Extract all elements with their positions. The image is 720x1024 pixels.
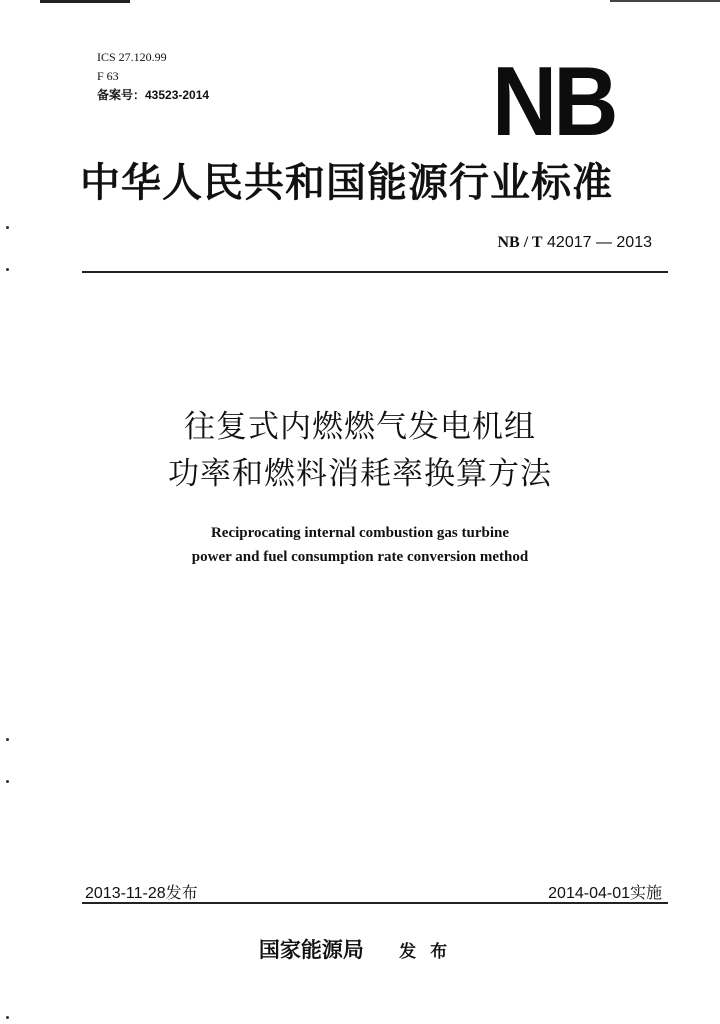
record-number: 备案号：43523-2014 <box>97 88 210 102</box>
scan-dot <box>6 780 9 783</box>
scan-dot <box>6 738 9 741</box>
scan-edge-mark <box>610 0 720 2</box>
ics-code: ICS 27.120.99 <box>97 50 167 64</box>
classification-block <box>97 48 209 105</box>
standard-category-title: 中华人民共和国能源行业标准 <box>80 159 613 206</box>
title-cn-line2: 功率和燃料消耗率换算方法 <box>168 456 552 492</box>
standard-number <box>498 234 653 252</box>
effective-date: 2014-04-01实施 <box>548 885 662 902</box>
ccs-code: F 63 <box>97 69 119 83</box>
scan-dot <box>6 1016 9 1019</box>
standard-prefix: NB / T <box>497 234 543 251</box>
publisher-name: 国家能源局 <box>258 937 364 962</box>
scan-edge-mark <box>40 0 130 3</box>
publish-date: 2013-11-28发布 <box>85 885 198 902</box>
header-divider <box>82 271 668 273</box>
publish-verb: 发布 <box>399 942 462 962</box>
scan-dot <box>6 268 9 271</box>
scan-dot <box>6 226 9 229</box>
publisher-line <box>0 934 720 964</box>
footer-divider <box>82 902 668 904</box>
title-en-line2: power and fuel consumption rate conversion method <box>191 549 529 565</box>
title-en-line1: Reciprocating internal combustion gas turbine <box>210 525 510 541</box>
nb-logo: NB <box>492 46 615 156</box>
standard-code: 42017 — 2013 <box>547 234 652 251</box>
title-cn-line1: 往复式内燃燃气发电机组 <box>184 409 536 445</box>
